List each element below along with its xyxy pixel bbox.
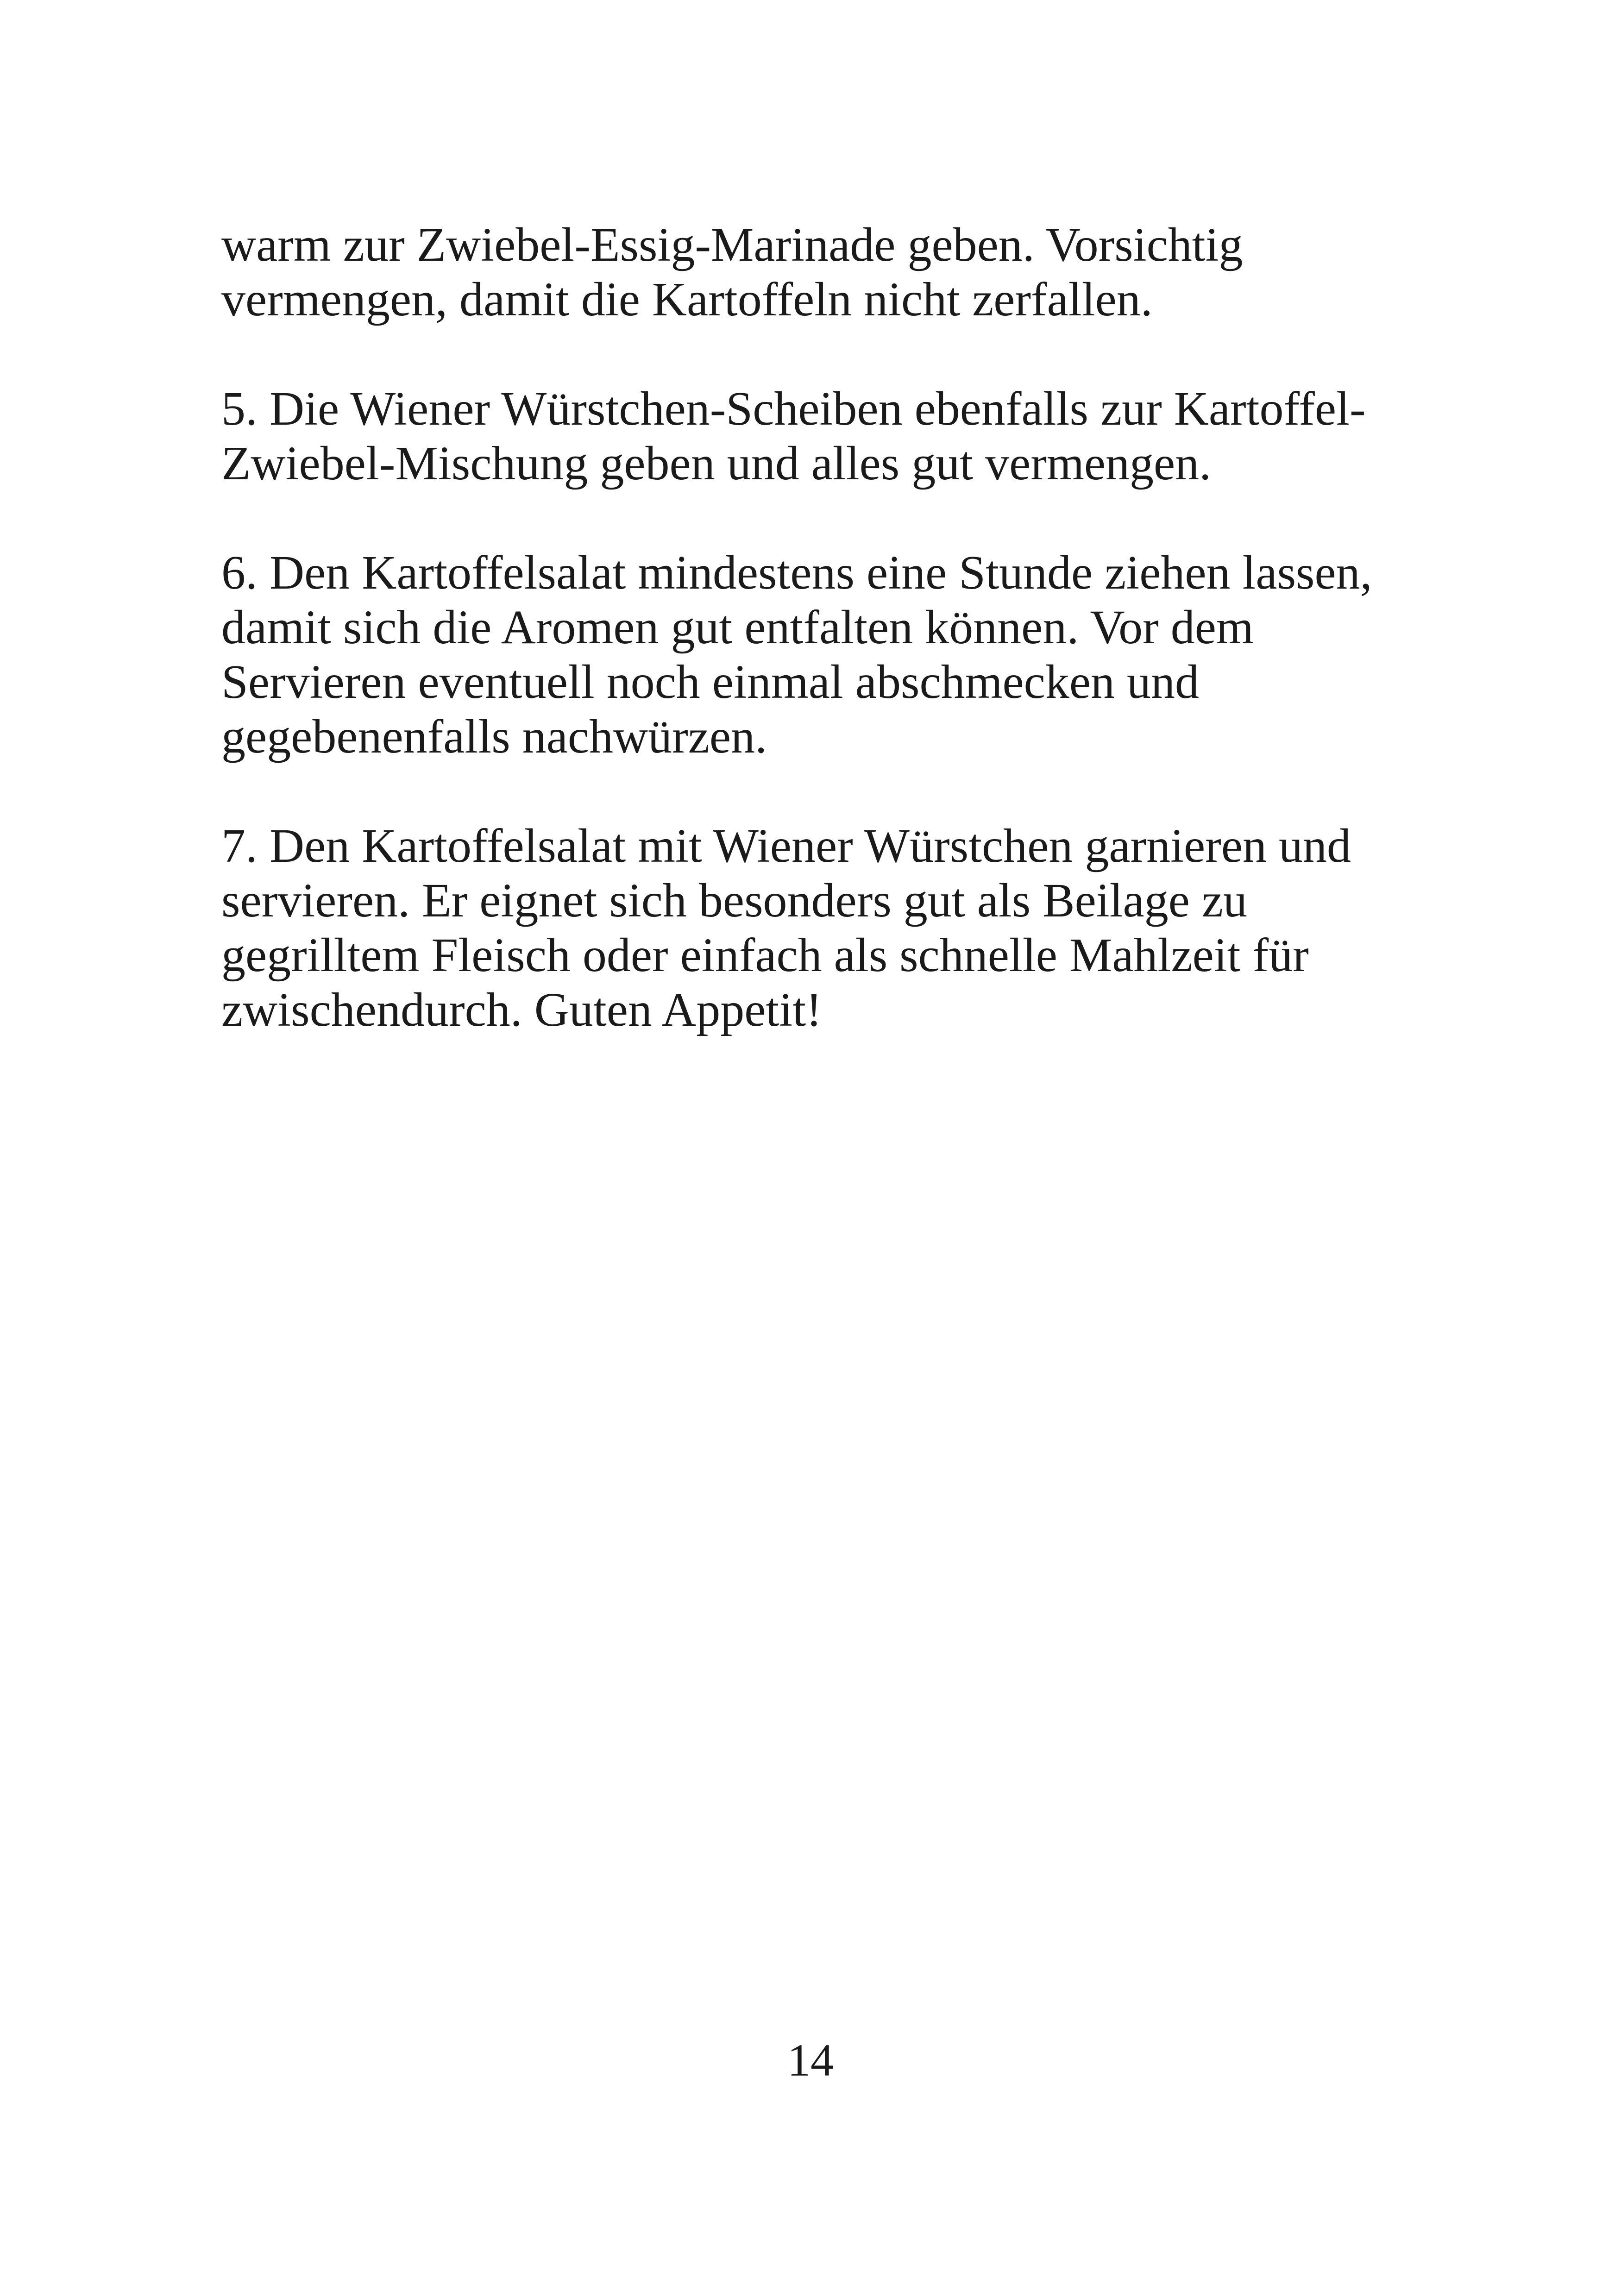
text-line: vermengen, damit die Kartoffeln nicht zerfallen. xyxy=(221,273,1153,326)
paragraph-step-4-continued xyxy=(221,218,1407,327)
text-line: Servieren eventuell noch einmal abschmecken und xyxy=(221,655,1199,709)
text-line: 5. Die Wiener Würstchen-Scheiben ebenfalls zur Kartoffel- xyxy=(221,382,1366,435)
page-number: 14 xyxy=(787,2034,834,2086)
text-line: damit sich die Aromen gut entfalten können. Vor dem xyxy=(221,601,1254,654)
text-line: zwischendurch. Guten Appetit! xyxy=(221,983,822,1036)
text-line: 7. Den Kartoffelsalat mit Wiener Würstchen garnieren und xyxy=(221,819,1351,872)
paragraph-step-6 xyxy=(221,546,1407,764)
text-line: 6. Den Kartoffelsalat mindestens eine Stunde ziehen lassen, xyxy=(221,546,1372,599)
text-line: gegebenenfalls nachwürzen. xyxy=(221,710,767,763)
text-line: Zwiebel-Mischung geben und alles gut vermengen. xyxy=(221,437,1212,490)
body-text xyxy=(221,218,1407,1092)
text-line: servieren. Er eignet sich besonders gut als Beilage zu xyxy=(221,874,1248,927)
text-line: gegrilltem Fleisch oder einfach als schnelle Mahlzeit für xyxy=(221,928,1309,982)
paragraph-step-7 xyxy=(221,819,1407,1037)
paragraph-step-5 xyxy=(221,382,1407,491)
text-line: warm zur Zwiebel-Essig-Marinade geben. Vorsichtig xyxy=(221,218,1243,271)
